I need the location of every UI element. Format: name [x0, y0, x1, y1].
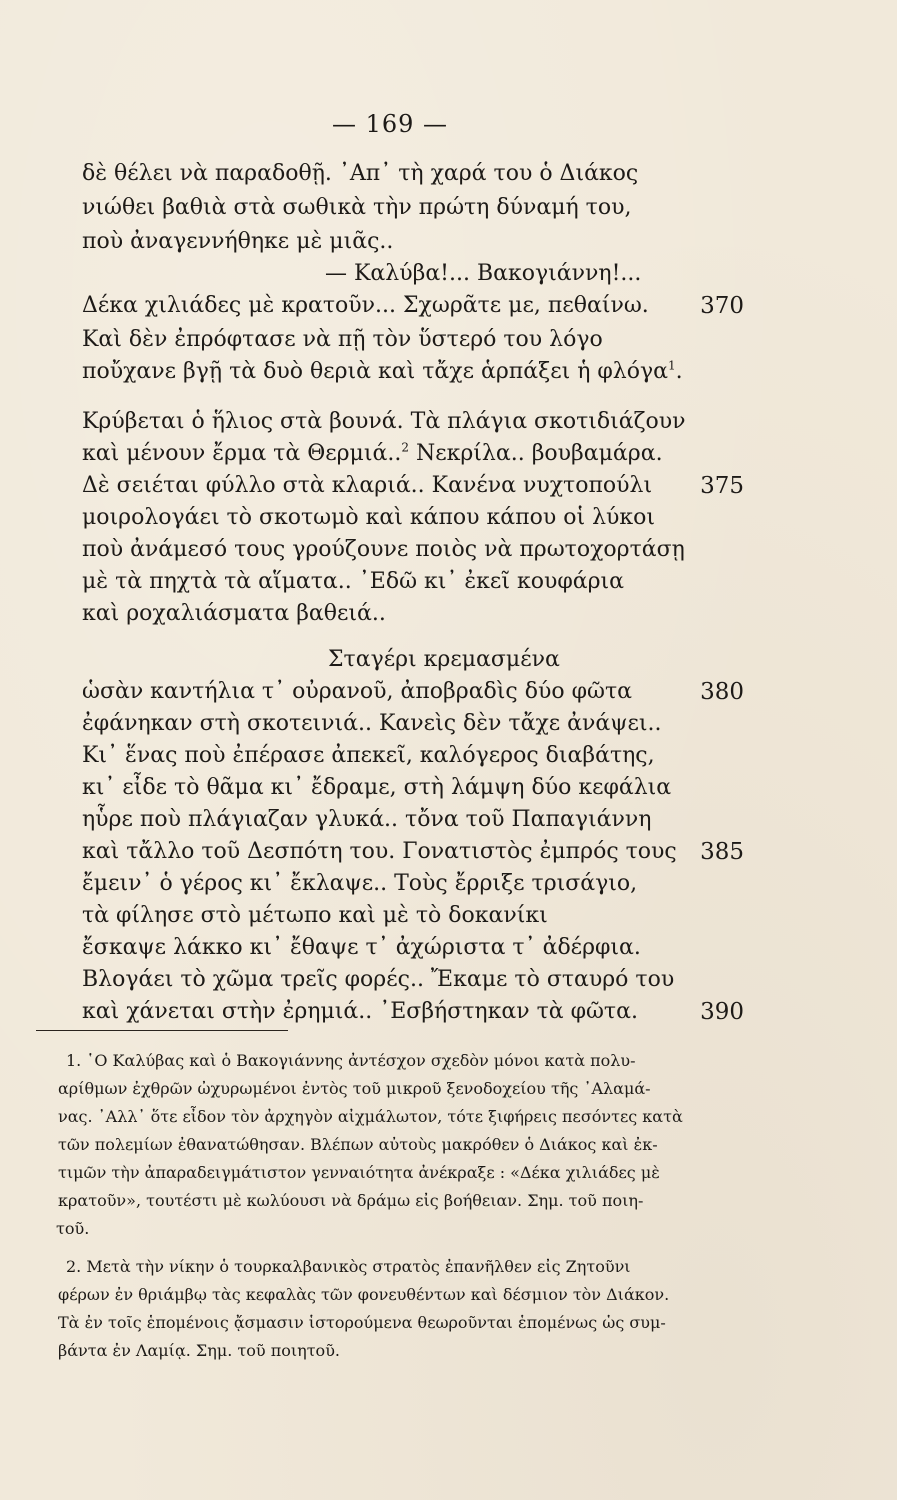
verse-line: ποὺ ἀνάμεσό τους γρούζουνε ποιὸς νὰ πρωτοχορτάσῃ [82, 537, 685, 562]
verse-line: Σταγέρι κρεμασμένα [328, 647, 560, 672]
footnote-line: Τὰ ἐν τοῖς ἑπομένοις ᾄσμασιν ἱστορούμενα θεωροῦνται ἑπομένως ὡς συμ- [58, 1313, 666, 1332]
verse-line: τὰ φίλησε στὸ μέτωπο καὶ μὲ τὸ δοκανίκι [82, 903, 548, 928]
verse-line: ποὺ ἀναγεννήθηκε μὲ μιᾶς.. [82, 229, 394, 254]
verse-line: ἐφάνηκαν στὴ σκοτεινιά.. Κανεὶς δὲν τἄχε ἀνάψει.. [82, 711, 662, 736]
line-number: 375 [700, 473, 744, 499]
verse-line: ποὔχανε βγῇ τὰ δυὸ θεριὰ καὶ τἄχε ἁρπάξει ἡ φλόγα$^1$. [82, 358, 683, 384]
verse-line: ἔμειν᾿ ὁ γέρος κι᾿ ἔκλαψε.. Τοὺς ἔρριξε τρισάγιο, [82, 871, 638, 896]
footnote-marker: 2 [401, 440, 409, 455]
verse-line: ἔσκαψε λάκκο κι᾿ ἔθαψε τ᾿ ἀχώριστα τ᾿ ἀδέρφια. [82, 935, 641, 960]
verse-line: Καὶ δὲν ἐπρόφτασε νὰ πῇ τὸν ὕστερό του λόγο [82, 327, 603, 352]
verse-line: μὲ τὰ πηχτὰ τὰ αἵματα.. ᾿Εδῶ κι᾿ ἐκεῖ κουφάρια [82, 569, 624, 594]
verse-line: ηὗρε ποὺ πλάγιαζαν γλυκά.. τὄνα τοῦ Παπαγιάννη [82, 807, 652, 832]
footnote-line: 2. Μετὰ τὴν νίκην ὁ τουρκαλβανικὸς στρατὸς ἐπανῆλθεν εἰς Ζητοῦνι [66, 1257, 631, 1276]
verse-line: καὶ ροχαλιάσματα βαθειά.. [82, 601, 386, 626]
footnote-line: νας. ᾿Αλλ᾿ ὅτε εἶδον τὸν ἀρχηγὸν αἰχμάλωτον, τότε ξιφήρεις πεσόντες κατὰ [58, 1107, 683, 1126]
verse-line: — Καλύβα!... Βακογιάννη!... [325, 261, 642, 286]
footnote-line: τιμῶν τὴν ἀπαραδειγμάτιστον γενναιότητα ἀνέκραξε : «Δέκα χιλιάδες μὲ [58, 1163, 660, 1182]
verse-line: δὲ θέλει νὰ παραδοθῇ. ᾿Απ᾿ τὴ χαρά του ὁ Διάκος [82, 161, 639, 186]
footnote-line: τοῦ. [56, 1219, 90, 1238]
footnote-line: αρίθμων ἐχθρῶν ὠχυρωμένοι ἐντὸς τοῦ μικροῦ ξενοδοχείου τῆς ᾿Αλαμά- [58, 1079, 651, 1098]
footnote-line: φέρων ἐν θριάμβῳ τὰς κεφαλὰς τῶν φονευθέντων καὶ δέσμιον τὸν Διάκον. [58, 1285, 670, 1304]
footnote-line: 1. ῾Ο Καλύβας καὶ ὁ Βακογιάννης ἀντέσχον σχεδὸν μόνοι κατὰ πολυ- [66, 1051, 636, 1070]
footnote-separator [36, 1030, 288, 1031]
page-number: — 169 — [331, 110, 449, 138]
verse-line: Δὲ σειέται φύλλο στὰ κλαριά.. Κανένα νυχτοπούλι [82, 473, 653, 498]
line-number: 385 [700, 839, 744, 865]
verse-line: Κρύβεται ὁ ἥλιος στὰ βουνά. Τὰ πλάγια σκοτιδιάζουν [82, 409, 686, 434]
footnote-line: βάντα ἐν Λαμίᾳ. Σημ. τοῦ ποιητοῦ. [58, 1341, 340, 1360]
verse-line: Κι᾿ ἕνας ποὺ ἐπέρασε ἀπεκεῖ, καλόγερος διαβάτης, [82, 743, 655, 768]
verse-text: ποὔχανε βγῇ τὰ δυὸ θεριὰ καὶ τἄχε ἁρπάξει ἡ φλόγα [82, 359, 668, 384]
verse-line: Δέκα χιλιάδες μὲ κρατοῦν... Σχωρᾶτε με, πεθαίνω. [82, 293, 649, 318]
verse-text: Νεκρίλα.. βουβαμάρα. [415, 441, 663, 466]
verse-line [82, 440, 663, 468]
verse-line: κι᾿ εἶδε τὸ θᾶμα κι᾿ ἔδραμε, στὴ λάμψη δύο κεφάλια [82, 775, 672, 800]
line-number: 380 [700, 679, 744, 705]
verse-line: μοιρολογάει τὸ σκοτωμὸ καὶ κάπου κάπου οἱ λύκοι [82, 505, 656, 530]
footnote-line: τῶν πολεμίων ἐθανατώθησαν. Βλέπων αὐτοὺς μακρόθεν ὁ Διάκος καὶ ἐκ- [58, 1135, 658, 1154]
verse-line: νιώθει βαθιὰ στὰ σωθικὰ τὴν πρώτη δύναμή του, [82, 195, 632, 220]
verse-line: καὶ χάνεται στὴν ἐρημιά.. ᾿Εσβήστηκαν τὰ φῶτα. [82, 999, 638, 1024]
line-number: 370 [700, 293, 744, 319]
line-number: 390 [700, 999, 744, 1025]
footnote-marker: 1 [668, 358, 676, 373]
verse-line: ὡσὰν καντήλια τ᾿ οὐρανοῦ, ἀποβραδὶς δύο φῶτα [82, 679, 632, 704]
verse-line: καὶ τἄλλο τοῦ Δεσπότη του. Γονατιστὸς ἐμπρός τους [82, 839, 677, 864]
footnote-line: κρατοῦν», τουτέστι μὲ κωλύουσι νὰ δράμω εἰς βοήθειαν. Σημ. τοῦ ποιη- [58, 1191, 644, 1210]
verse-line: Βλογάει τὸ χῶμα τρεῖς φορές.. Ἔκαμε τὸ σταυρό του [82, 967, 675, 992]
verse-text: καὶ μένουν ἔρμα τὰ Θερμιά.. [82, 441, 402, 466]
